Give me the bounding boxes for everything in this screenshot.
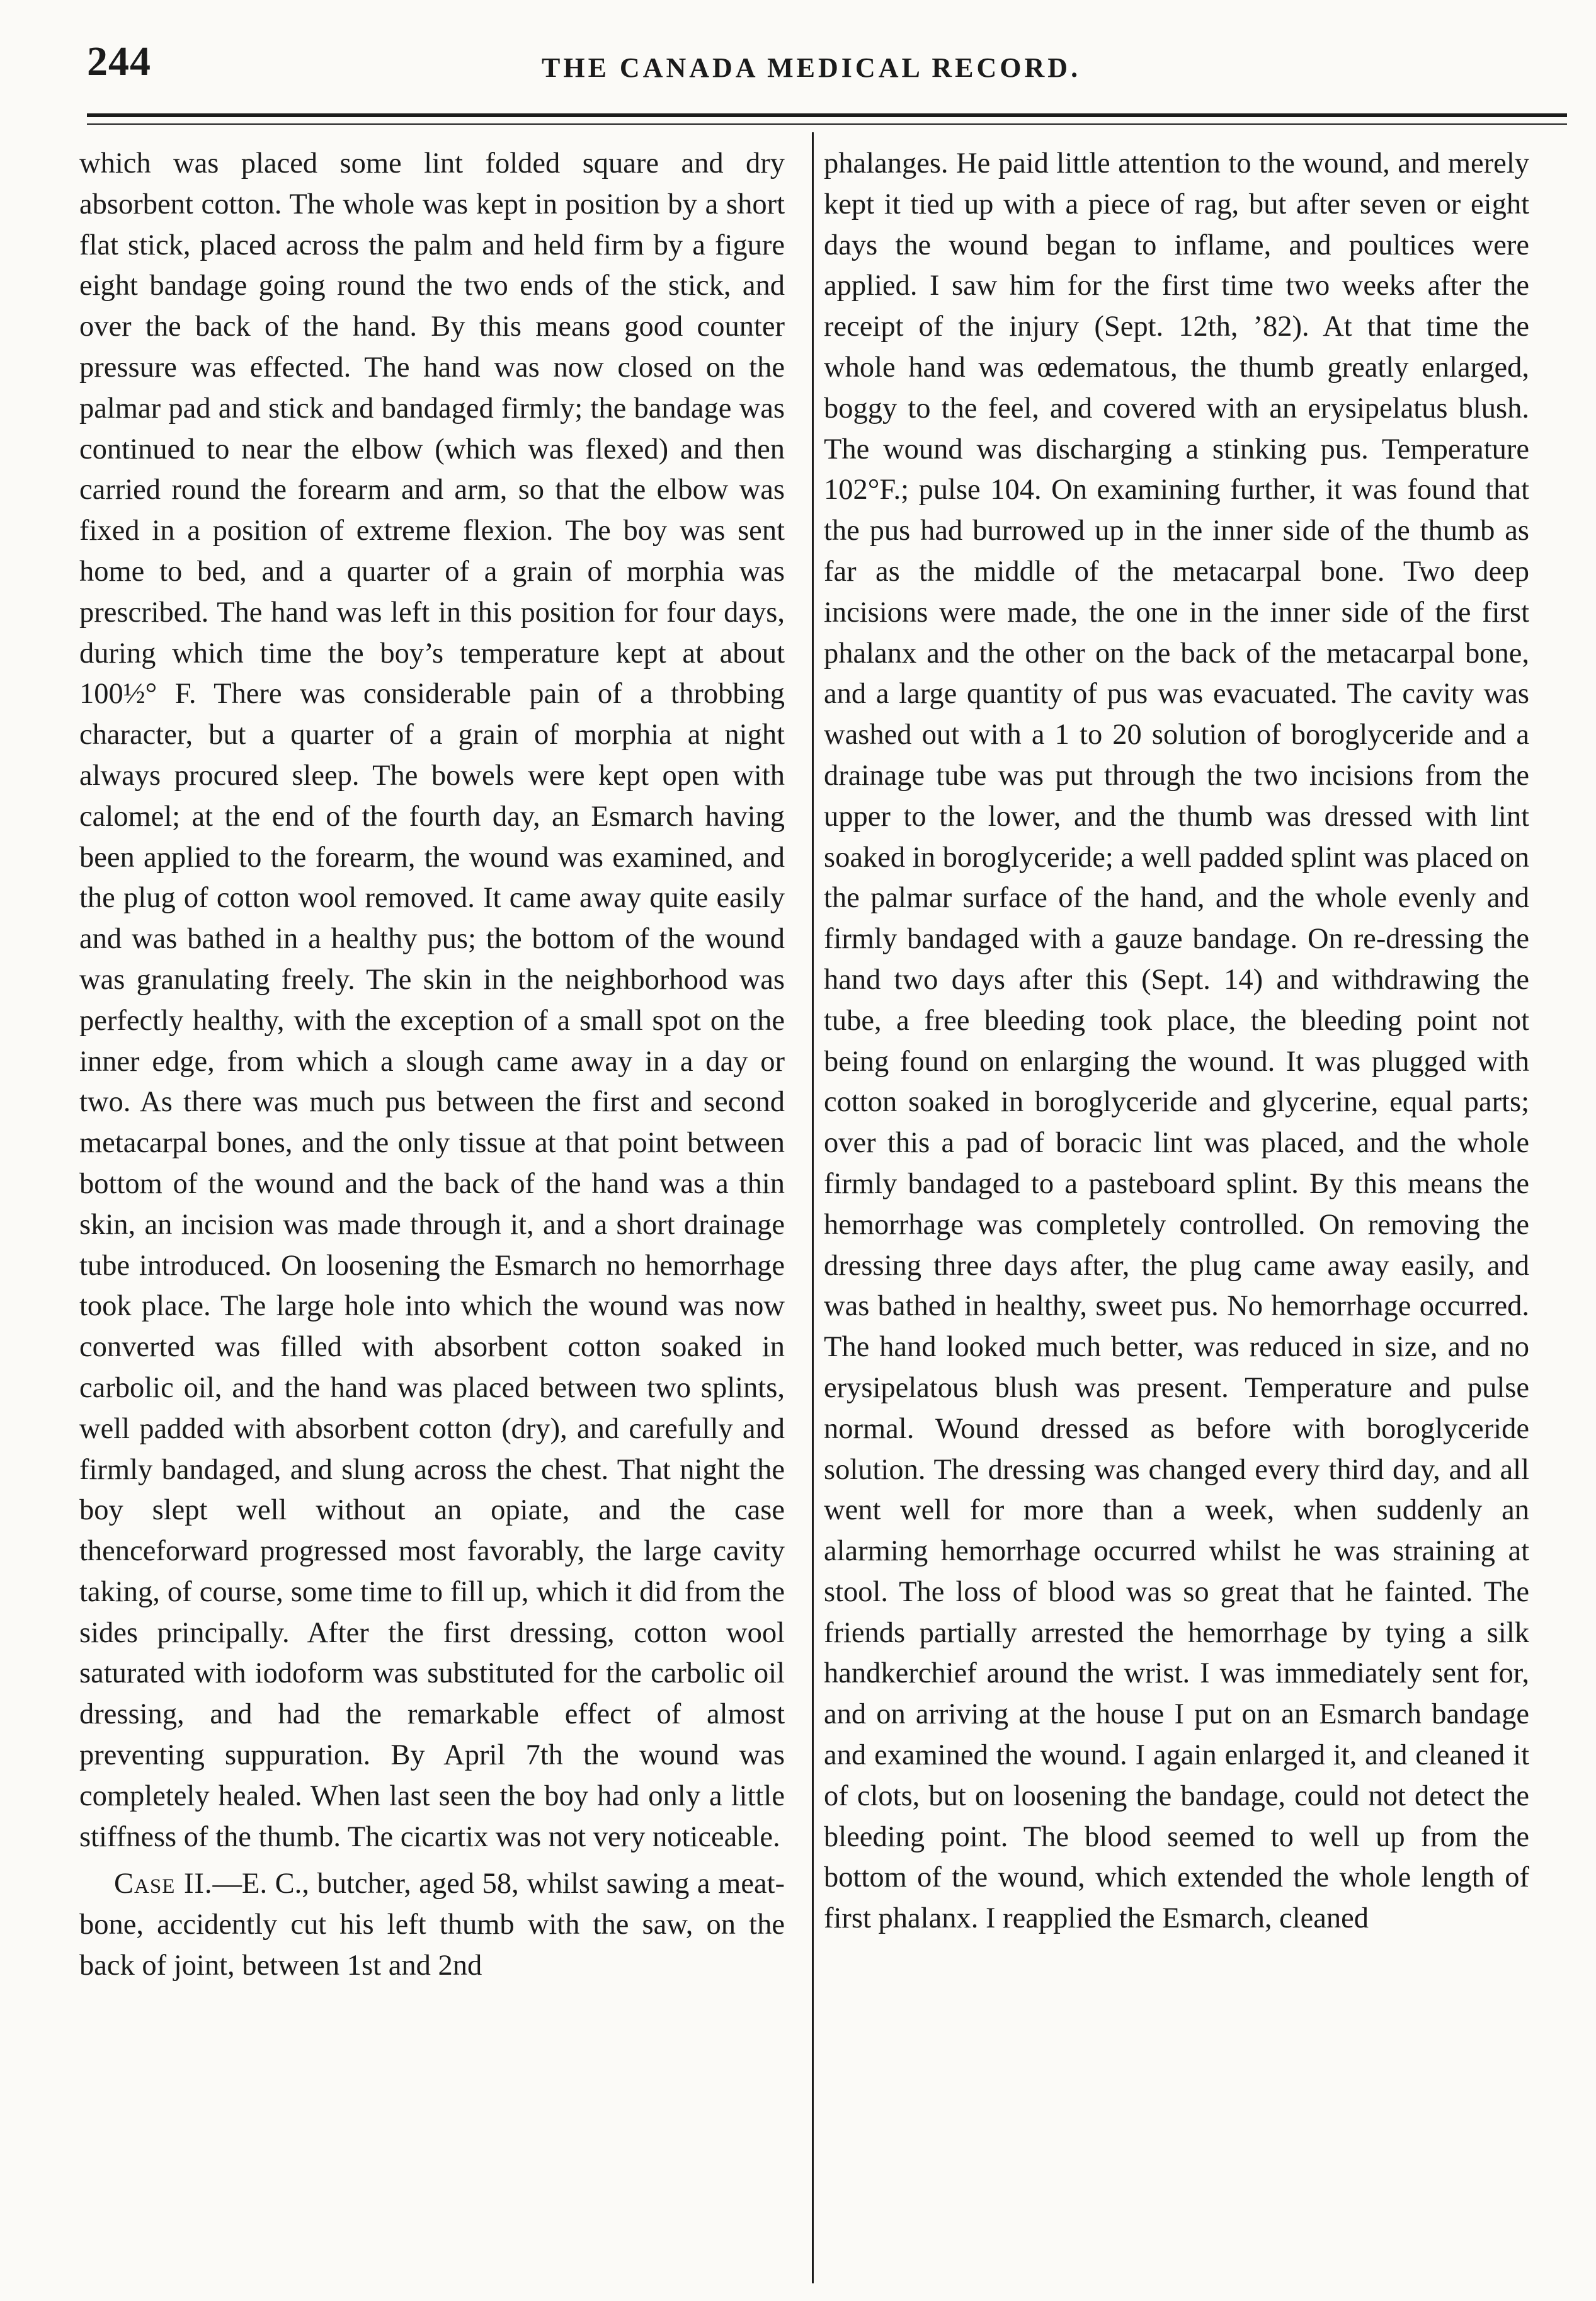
- header-rule-thin: [87, 123, 1567, 125]
- left-paragraph: which was placed some lint folded square and dry absorbent cotton. The whole was kept in position by a short flat stick, placed across the palm and held firm by a figure eight bandage going round the two ends of the stick, and over the back of the hand. By this means good counter pressure was effected. The hand was now closed on the palmar pad and stick and bandaged firmly; the bandage was continued to near the elbow (which was flexed) and then carried round the forearm and arm, so that the elbow was fixed in a position of extreme flexion. The boy was sent home to bed, and a quarter of a grain of morphia was prescribed. The hand was left in this position for four days, during which time the boy’s temperature kept at about 100½° F. There was considerable pain of a throbbing character, but a quarter of a grain of morphia at night always procured sleep. The bowels were kept open with calomel; at the end of the fourth day, an Esmarch having been applied to the forearm, the wound was examined, and the plug of cotton wool removed. It came away quite easily and was bathed in a healthy pus; the bottom of the wound was granulating freely. The skin in the neighborhood was perfectly healthy, with the exception of a small spot on the inner edge, from which a slough came away in a day or two. As there was much pus between the first and second metacarpal bones, and the only tissue at that point between bottom of the wound and the back of the hand was a thin skin, an incision was made through it, and a short drainage tube introduced. On loosening the Esmarch no hemorrhage took place. The large hole into which the wound was now converted was filled with absorbent cotton soaked in carbolic oil, and the hand was placed between two splints, well padded with absorbent cotton (dry), and carefully and firmly bandaged, and slung across the chest. That night the boy slept well without an opiate, and the case thenceforward progressed most favorably, the large cavity taking, of course, some time to fill up, which it did from the sides principally. After the first dressing, cotton wool saturated with iodoform was substituted for the carbolic oil dressing, and had the remarkable effect of almost preventing suppuration. By April 7th the wound was completely healed. When last seen the boy had only a little stiffness of the thumb. The cicartix was not very noticeable.: [79, 147, 785, 1853]
- column-divider: [812, 132, 814, 2283]
- case-label: Case II.: [114, 1868, 213, 1900]
- right-paragraph: phalanges. He paid little attention to the wound, and merely kept it tied up with a piece of rag, but after seven or eight days the wound began to inflame, and poultices were applied. I saw him for the first time two weeks after the receipt of the injury (Sept. 12th, ’82). At that time the whole hand was œdematous, the thumb greatly enlarged, boggy to the feel, and covered with an erysipelatus blush. The wound was discharging a stinking pus. Temperature 102°F.; pulse 104. On examining further, it was found that the pus had burrowed up in the inner side of the thumb as far as the middle of the metacarpal bone. Two deep incisions were made, the one in the inner side of the first phalanx and the other on the back of the metacarpal bone, and a large quantity of pus was evacuated. The cavity was washed out with a 1 to 20 solution of boroglyceride and a drainage tube was put through the two incisions from the upper to the lower, and the thumb was dressed with lint soaked in boroglyceride; a well padded splint was placed on the palmar surface of the hand, and the whole evenly and firmly bandaged with a gauze bandage. On re-dressing the hand two days after this (Sept. 14) and withdrawing the tube, a free bleeding took place, the bleeding point not being found on enlarging the wound. It was plugged with cotton soaked in boroglyceride and glycerine, equal parts; over this a pad of boracic lint was placed, and the whole firmly bandaged to a pasteboard splint. By this means the hemorrhage was completely controlled. On removing the dressing three days after, the plug came away easily, and was bathed in healthy, sweet pus. No hemorrhage occurred. The hand looked much better, was reduced in size, and no erysipelatous blush was present. Temperature and pulse normal. Wound dressed as before with boroglyceride solution. The dressing was changed every third day, and all went well for more than a week, when suddenly an alarming hemorrhage occurred whilst he was straining at stool. The loss of blood was so great that he fainted. The friends partially arrested the hemorrhage by tying a silk handkerchief around the wrist. I was immediately sent for, and on arriving at the house I put on an Esmarch bandage and examined the wound. I again enlarged it, and cleaned it of clots, but on loosening the bandage, could not detect the bleeding point. The blood seemed to well up from the bottom of the wound, which extended the whole length of first phalanx. I reapplied the Esmarch, cleaned: [824, 147, 1529, 1935]
- page-number: 244: [87, 38, 151, 84]
- header-rule-thick: [87, 113, 1567, 117]
- case-text: —E. C., butcher, aged 58, whilst sawing a meat-bone, accidently cut his left thumb with the saw, on the back of joint, between 1st and 2nd: [79, 1868, 785, 1982]
- left-column: [79, 144, 785, 2285]
- running-head: THE CANADA MEDICAL RECORD.: [542, 52, 1081, 83]
- right-column: [824, 144, 1529, 2285]
- case-two-paragraph: [79, 1864, 785, 1986]
